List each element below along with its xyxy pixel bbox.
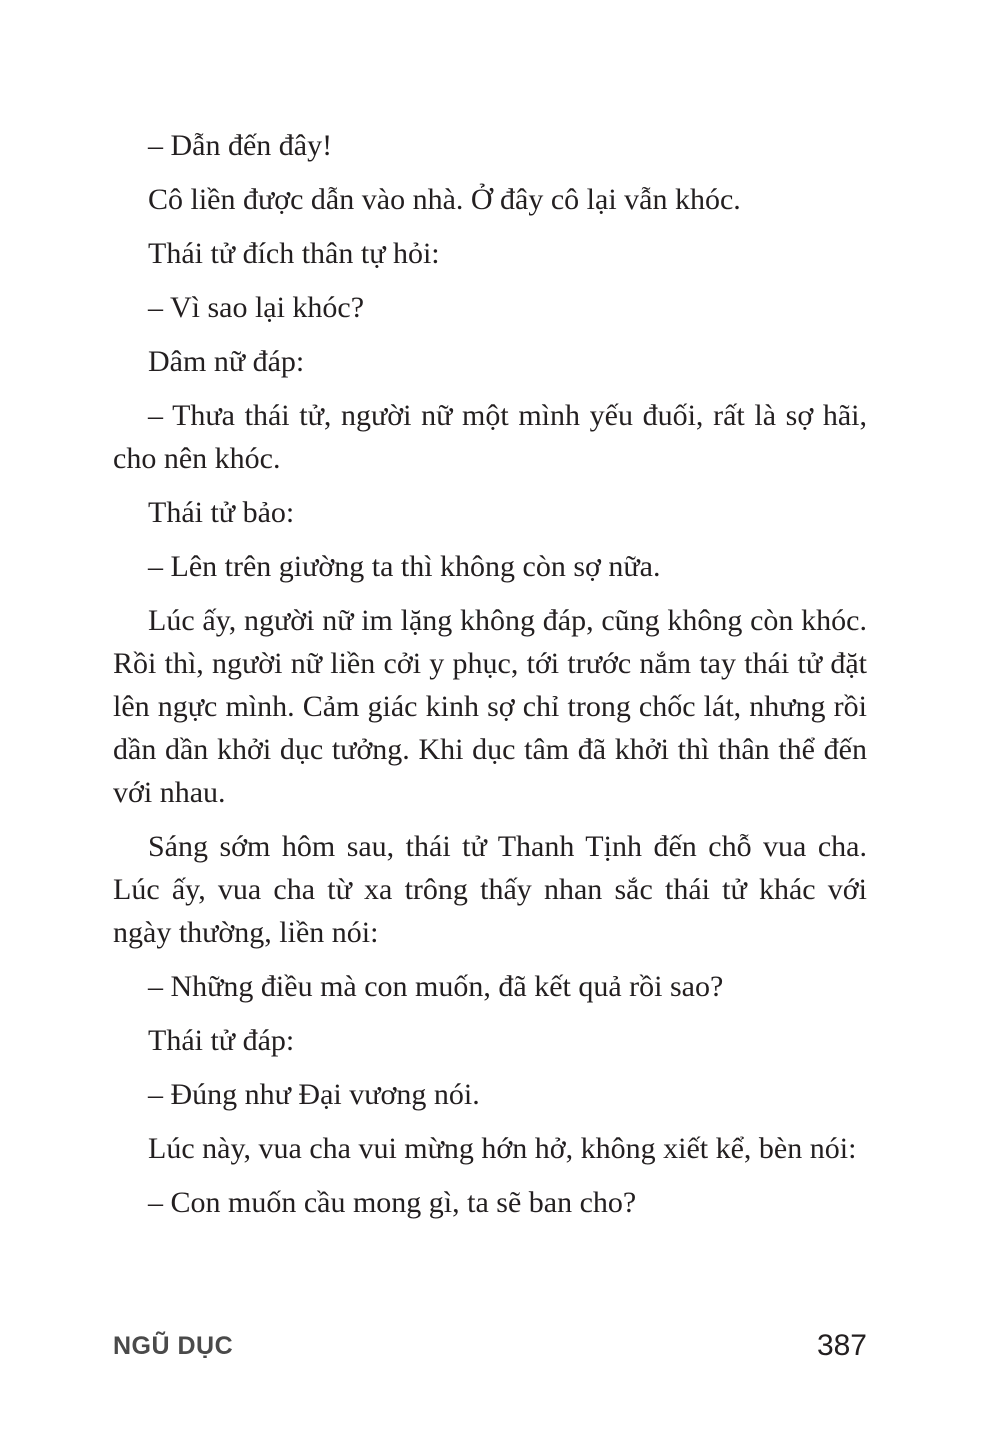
dialogue-line: – Dẫn đến đây! bbox=[148, 129, 333, 162]
dialogue-line: – Thưa thái tử, người nữ một mình yếu đuối, rất là sợ hãi, cho nên khóc. bbox=[113, 399, 867, 475]
paragraph: Cô liền được dẫn vào nhà. Ở đây cô lại vẫn khóc. bbox=[148, 183, 741, 216]
dialogue-line: – Đúng như Đại vương nói. bbox=[148, 1078, 480, 1111]
dialogue-line: – Con muốn cầu mong gì, ta sẽ ban cho? bbox=[148, 1186, 637, 1219]
paragraph: Lúc ấy, người nữ im lặng không đáp, cũng không còn khóc. Rồi thì, người nữ liền cởi y phục, tới trước nắm tay thái tử đặt lên ngực mình. Cảm giác kinh sợ chỉ trong chốc lát, nhưng rồi dần dần khởi dục tưởng. Khi dục tâm đã khởi thì thân thể đến với nhau. bbox=[113, 604, 867, 809]
paragraph: Sáng sớm hôm sau, thái tử Thanh Tịnh đến chỗ vua cha. Lúc ấy, vua cha từ xa trông thấy nhan sắc thái tử khác với ngày thường, liền nói: bbox=[113, 830, 867, 949]
dialogue-line: – Lên trên giường ta thì không còn sợ nữa. bbox=[148, 550, 661, 583]
running-footer-title: NGŨ DỤC bbox=[113, 1332, 234, 1360]
page-body bbox=[113, 124, 867, 1235]
paragraph: Thái tử đáp: bbox=[148, 1024, 295, 1057]
dialogue-line: – Những điều mà con muốn, đã kết quả rồi sao? bbox=[148, 970, 724, 1003]
dialogue-line: – Vì sao lại khóc? bbox=[148, 291, 365, 324]
paragraph: Thái tử bảo: bbox=[148, 496, 295, 529]
page-number: 387 bbox=[816, 1329, 867, 1362]
paragraph: Thái tử đích thân tự hỏi: bbox=[148, 237, 440, 270]
paragraph: Dâm nữ đáp: bbox=[148, 345, 305, 378]
paragraph: Lúc này, vua cha vui mừng hớn hở, không xiết kể, bèn nói: bbox=[148, 1132, 857, 1165]
